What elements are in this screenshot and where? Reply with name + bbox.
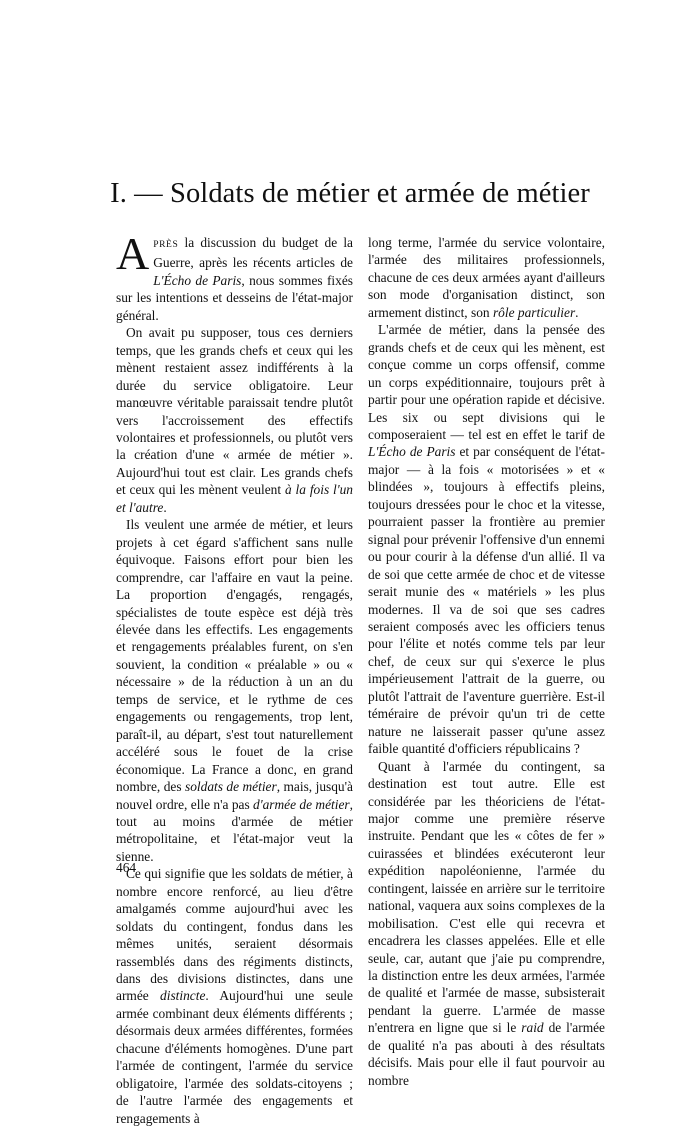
paragraph [116, 228, 353, 324]
text-run: . Aujourd'hui une seule armée combinant deux éléments différents ; désormais deux armées différentes, formées chacune d'éléments homogènes. D'une part l'armée de contingent, l'armée du service obligatoire, l'armée des soldats-citoyens ; de l'autre l'armée des engagements et rengagements à [116, 988, 353, 1126]
text-run: et par conséquent de l'état-major — à la fois « motorisées » et « blindées », toujours à effectifs pleins, toujours dressées pour le choc et la vitesse, pourraient passer la frontière au premier signal pour prévenir l'offensive d'un ennemi ou pour courir à la défense d'un allié. Il va de soi que cette armée de choc et de vitesse serait munie des « matériels » les plus modernes. Il va de soi que ses cadres seraient composés avec les officiers tenus pour l'élite et notés comme tels par leur chef, de ceux sur qui s'exerce le plus impérieusement l'attrait de la guerre, ou plutôt l'attrait de l'aventure guerrière. Est-il téméraire de prévoir qu'un tri de cette nature ne laisserait passer qu'une assez faible quantité d'officiers républicains ? [368, 444, 605, 757]
paragraph [368, 234, 605, 321]
text-run: , tout au moins d'armée de métier métropolitaine, et l'état-major veut la sienne. [116, 796, 353, 864]
italic-text: soldats de métier [185, 779, 277, 795]
paragraph [368, 321, 605, 757]
text-run: , nous sommes fixés sur les intentions et desseins de l'état-major général. [116, 272, 353, 323]
left-column [116, 228, 354, 1127]
page-title: I. — Soldats de métier et armée de métier [110, 178, 590, 209]
text-run: , mais, jusqu'à nouvel ordre, elle n'a pas [116, 779, 353, 812]
text-run: Ce qui signifie que les soldats de métier, à nombre encore renforcé, au lieu d'être amalgamés comme aujourd'hui avec les soldats du contingent, fondus dans les mêmes unités, seraient désormais rassemblés dans des régiments distincts, dans des divisions distinctes, dans une armée [116, 866, 353, 1004]
paragraph [116, 516, 353, 865]
paragraph [368, 758, 605, 1090]
text-run: de l'armée de qualité n'a pas abouti à des résultats décisifs. Mais pour elle il faut pourvoir au nombre [368, 1020, 605, 1088]
italic-text: distincte [160, 988, 206, 1004]
text-run: . [163, 499, 167, 515]
text-run: Ils veulent une armée de métier, et leurs projets à cet égard s'affichent sans nulle équivoque. Faisons effort pour bien les comprendre, car l'affaire en vaut la peine. La proportion d'engagés, rengagés, spécialistes de toute espèce est déjà très élevée dans les effectifs. Les engagements et rengagements préalables furent, on s'en souvient, la condition « préalable » ou « nécessaire » de la réduction à un an du temps de service, et le rythme de ces engagements ou rengagements, trop lent, paraît-il, au départ, s'est tout naturellement accéléré sous le fouet de la crise économique. La France a donc, en grand nombre, des [116, 517, 353, 795]
italic-title: L'Écho de Paris [153, 272, 242, 288]
text-run: L'armée de métier, dans la pensée des grands chefs et de ceux qui les mènent, est conçue comme un corps offensif, comme un corps expéditionnaire, toujours prêt à partir pour une opération rapide et décisive. Les six ou sept divisions qui le composeraient — tel est en effet le tarif de [368, 322, 605, 442]
small-caps-text: PRÈS [153, 240, 179, 250]
text-run: la discussion du budget de la Guerre, après les récents articles de [153, 235, 353, 271]
text-run: . [575, 304, 579, 320]
italic-title: L'Écho de Paris [368, 444, 456, 460]
drop-cap: A [116, 228, 150, 279]
paragraph [116, 865, 353, 1127]
right-column [368, 234, 605, 1089]
italic-text: d'armée de métier [253, 796, 350, 812]
text-run: long terme, l'armée du service volontaire, l'armée des militaires professionnels, chacune de ces deux armées ayant d'ailleurs son mode d'organisation distinct, son armement distinct, son [368, 235, 605, 320]
italic-text: rôle particulier [492, 304, 576, 320]
text-run: On avait pu supposer, tous ces derniers temps, que les grands chefs et ceux qui les mènent restaient assez indifférents à la durée du service obligatoire. Leur manœuvre véritable paraissait tendre plutôt vers l'accroissement des effectifs volontaires et professionnels, ou plutôt vers la création d'une « armée de métier ». Aujourd'hui tout est clair. Les grands chefs et ceux qui les mènent veulent [116, 325, 353, 498]
text-run: Quant à l'armée du contingent, sa destination est tout autre. Elle est considérée par les théoriciens de l'état-major comme une première réserve instruite. Pendant que les « côtes de fer » cuirassées et blindées exécuteront leur expédition napoléonienne, l'armée du contingent, laissée en arrière sur le territoire national, vaquera aux soins complexes de la mobilisation. C'est elle qui recevra et encadrera les classes appelées. Elle et elle seule, car, autant que j'aie pu comprendre, la distinction entre les deux armées, l'armée de qualité et l'armée de masse, subsisterait pendant la guerre. L'armée de masse n'entrera en ligne que si le [368, 758, 605, 1036]
italic-text: à la fois l'un et l'autre [116, 482, 354, 515]
italic-text: raid [521, 1020, 544, 1036]
paragraph [116, 324, 353, 516]
page-number: 464 [116, 860, 137, 875]
